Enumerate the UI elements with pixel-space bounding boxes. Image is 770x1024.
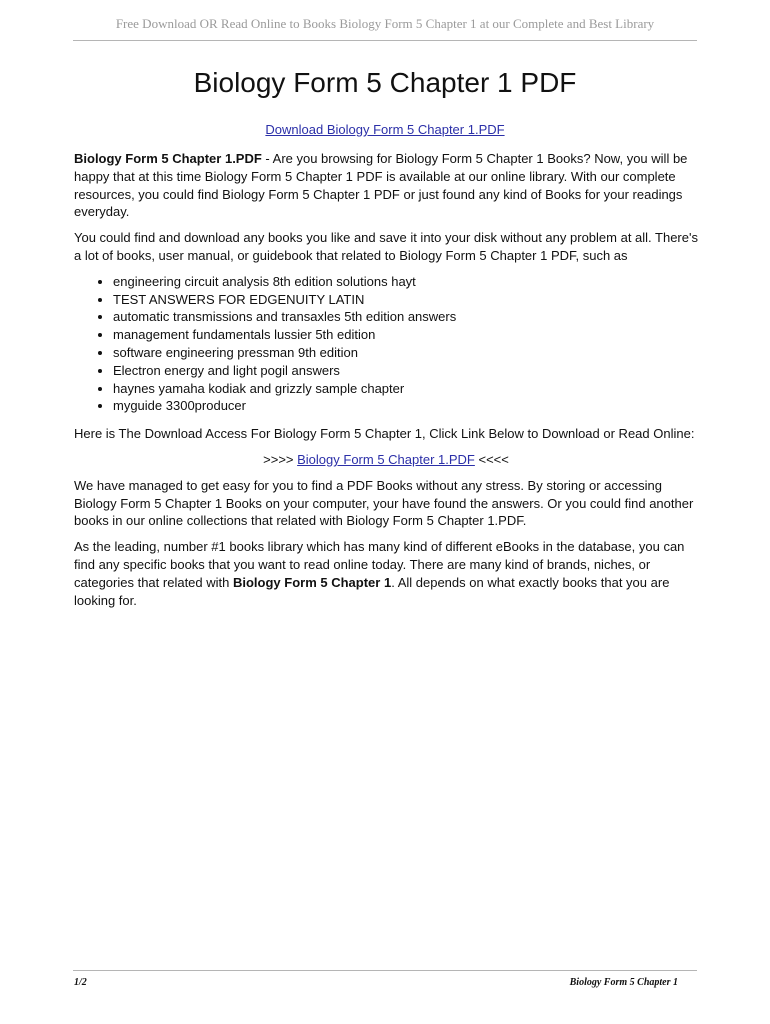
page-number: 1/2 — [74, 977, 87, 988]
link-suffix: <<<< — [474, 451, 509, 467]
header-divider — [73, 40, 697, 41]
list-item: • automatic transmissions and transaxles 5th edition answers — [113, 308, 698, 326]
library-text-after: . All depends on what exactly books that you are looking for. — [74, 574, 670, 608]
list-item: • haynes yamaha kodiak and grizzly sample chapter — [113, 380, 698, 398]
library-text-before: As the leading, number #1 books library which has many kind of different eBooks in the database, you can find any specific books that you want to read online today. There are many kind of brands, niches, or categories that related with — [74, 539, 685, 590]
list-item: • engineering circuit analysis 8th edition solutions hayt — [113, 273, 698, 291]
related-books-list — [74, 273, 698, 415]
page-header-text: Free Download OR Read Online to Books Biology Form 5 Chapter 1 at our Complete and Best Library — [115, 16, 655, 31]
list-item: • software engineering pressman 9th edition — [113, 344, 698, 362]
storage-paragraph: We have managed to get easy for you to find a PDF Books without any stress. By storing or accessing Biology Form 5 Chapter 1 Books on your computer, your have found the answers. Or you could find another books in our online collections that related with Biology Form 5 Chapter 1.PDF. — [74, 477, 694, 529]
document-title: Biology Form 5 Chapter 1 PDF — [193, 67, 577, 98]
pdf-download-link[interactable]: Biology Form 5 Chapter 1.PDF — [297, 451, 475, 467]
list-item: • Electron energy and light pogil answers — [113, 362, 698, 380]
download-link[interactable]: Download Biology Form 5 Chapter 1.PDF — [265, 122, 505, 137]
document-body — [74, 150, 698, 617]
list-item: • management fundamentals lussier 5th edition — [113, 326, 698, 344]
footer-divider — [73, 970, 697, 971]
list-item: • myguide 3300producer — [113, 397, 698, 415]
intro-bold-title: Biology Form 5 Chapter 1.PDF — [74, 151, 262, 166]
list-item: • TEST ANSWERS FOR EDGENUITY LATIN — [113, 291, 698, 309]
related-books-paragraph: You could find and download any books you like and save it into your disk without any problem at all. There's a lot of books, user manual, or guidebook that related to Biology Form 5 Chapter 1 PDF, such as — [74, 230, 698, 263]
library-bold-title: Biology Form 5 Chapter 1 — [232, 574, 392, 590]
library-paragraph — [74, 538, 698, 609]
link-prefix: >>>> — [263, 451, 298, 467]
download-link-line — [74, 451, 698, 469]
download-access-paragraph: Here is The Download Access For Biology Form 5 Chapter 1, Click Link Below to Download or Read Online: — [74, 426, 695, 442]
intro-paragraph — [74, 150, 698, 221]
footer-title: Biology Form 5 Chapter 1 — [569, 977, 678, 988]
download-link-container — [0, 122, 770, 137]
intro-text: - Are you browsing for Biology Form 5 Chapter 1 Books? Now, you will be happy that at this time Biology Form 5 Chapter 1 PDF is available at our online library. With our complete resources, you could find Biology Form 5 Chapter 1 PDF or just found any kind of Books for your readings everyday. — [74, 151, 688, 220]
